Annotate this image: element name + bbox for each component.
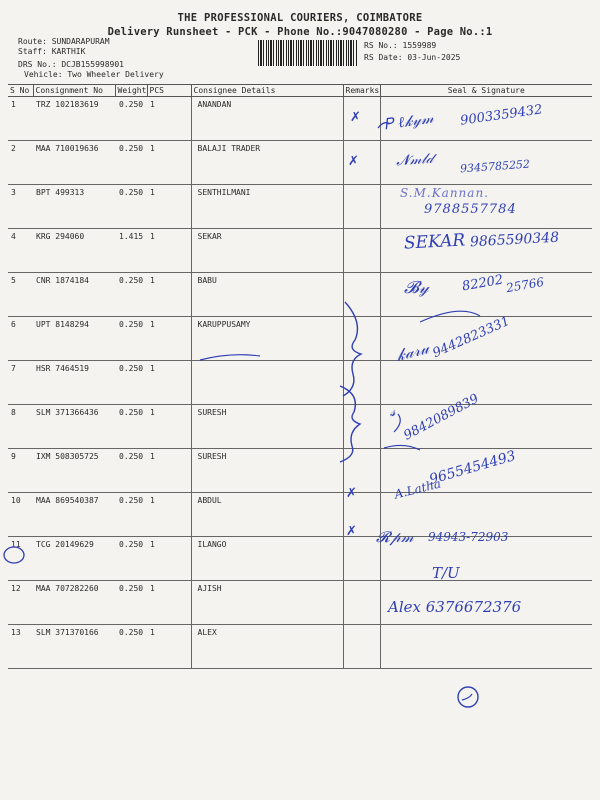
- company-title: THE PROFESSIONAL COURIERS, COIMBATORE: [177, 12, 423, 24]
- cell-sno: 9: [8, 449, 33, 493]
- cell-consignment: TCG 20149629: [33, 537, 115, 581]
- cell-pcs: 1: [147, 581, 191, 625]
- cell-weight: 0.250: [115, 581, 147, 625]
- cell-weight: 0.250: [115, 97, 147, 141]
- cell-weight: 0.250: [115, 405, 147, 449]
- cell-consignment: MAA 707282260: [33, 581, 115, 625]
- cell-pcs: 1: [147, 317, 191, 361]
- signature-scribble: Ꮲ ℓ𝓀𝓎𝓂: [382, 108, 435, 134]
- cell-consignment: TRZ 102183619: [33, 97, 115, 141]
- cell-pcs: 1: [147, 141, 191, 185]
- cell-sno: 13: [8, 625, 33, 669]
- remark-cross-mark: ✗: [348, 154, 359, 169]
- route-label: Route: SUNDARAPURAM: [18, 37, 110, 46]
- handwritten-phone: 9842089839: [401, 391, 482, 444]
- cell-weight: 0.250: [115, 625, 147, 669]
- cell-pcs: 1: [147, 273, 191, 317]
- cell-sno: 2: [8, 141, 33, 185]
- cell-weight: 0.250: [115, 141, 147, 185]
- handwritten-phone: 25766: [505, 274, 546, 296]
- cell-consignee: ABDUL: [191, 493, 343, 537]
- handwritten-name: S.M.Kannan.: [400, 186, 489, 200]
- handwritten-phone: 94943-72903: [428, 530, 509, 544]
- col-consignment: Consignment No: [33, 85, 115, 97]
- cell-pcs: 1: [147, 185, 191, 229]
- handwritten-name: A.Latha: [393, 476, 443, 502]
- staff-label: Staff: KARTHIK: [18, 47, 86, 56]
- cell-sno: 4: [8, 229, 33, 273]
- rs-date: RS Date: 03-Jun-2025: [364, 53, 461, 62]
- cell-consignee: ALEX: [191, 625, 343, 669]
- signature-scribble: 𝓀𝒶𝓇𝓊: [394, 338, 431, 365]
- cell-sno: 1: [8, 97, 33, 141]
- cell-consignee: SEKAR: [191, 229, 343, 273]
- cell-weight: 0.250: [115, 185, 147, 229]
- cell-weight: 0.250: [115, 273, 147, 317]
- cell-weight: 0.250: [115, 493, 147, 537]
- cell-consignment: CNR 1874184: [33, 273, 115, 317]
- cell-pcs: 1: [147, 97, 191, 141]
- cell-weight: 1.415: [115, 229, 147, 273]
- vehicle-label: Vehicle: Two Wheeler Delivery: [24, 70, 164, 79]
- col-sno: S No: [8, 85, 33, 97]
- cell-consignment: HSR 7464519: [33, 361, 115, 405]
- cell-sno: 7: [8, 361, 33, 405]
- cell-consignment: UPT 8148294: [33, 317, 115, 361]
- handwritten-phone: 82202: [461, 272, 505, 295]
- col-remarks: Remarks: [343, 85, 380, 97]
- handwritten-phone: 9003359432: [459, 102, 544, 129]
- signature-scribble: 𝓝𝓂𝓁𝒹: [395, 150, 434, 170]
- cell-weight: 0.250: [115, 317, 147, 361]
- cell-pcs: 1: [147, 361, 191, 405]
- cell-sno: 8: [8, 405, 33, 449]
- handwritten-phone: 9788557784: [424, 202, 517, 217]
- handwritten-signature: Alex 6376672376: [388, 598, 522, 616]
- runsheet-title: Delivery Runsheet - PCK - Phone No.:9047080280 - Page No.:1: [107, 26, 493, 38]
- cell-pcs: 1: [147, 537, 191, 581]
- cell-weight: 0.250: [115, 449, 147, 493]
- signature-scribble: 𝓑𝓎: [404, 278, 429, 298]
- handwritten-phone: 9655454493: [427, 448, 518, 488]
- cell-consignment: MAA 710019636: [33, 141, 115, 185]
- cell-consignment: KRG 294060: [33, 229, 115, 273]
- remark-cross-mark: ✗: [346, 486, 357, 501]
- cell-pcs: 1: [147, 625, 191, 669]
- cell-weight: 0.250: [115, 537, 147, 581]
- cell-consignment: SLM 371366436: [33, 405, 115, 449]
- cell-consignee: BALAJI TRADER: [191, 141, 343, 185]
- col-consignee: Consignee Details: [191, 85, 343, 97]
- col-weight: Weight: [115, 85, 147, 97]
- drs-number: DRS No.: DCJB155998901: [18, 60, 124, 69]
- signature-scribble: 𝓡𝓅𝓂: [376, 528, 414, 546]
- signature-scribble: 𝓈: [390, 402, 396, 420]
- cell-pcs: 1: [147, 229, 191, 273]
- cell-sno: 5: [8, 273, 33, 317]
- cell-pcs: 1: [147, 449, 191, 493]
- cell-consignment: SLM 371370166: [33, 625, 115, 669]
- cell-consignee: ILANGO: [191, 537, 343, 581]
- cell-sno: 3: [8, 185, 33, 229]
- col-signature: Seal & Signature: [380, 85, 592, 97]
- cell-consignment: IXM 508305725: [33, 449, 115, 493]
- cell-sno: 12: [8, 581, 33, 625]
- rs-number: RS No.: 1559989: [364, 41, 437, 50]
- cell-consignee: ANANDAN: [191, 97, 343, 141]
- handwritten-phone: 9345785252: [459, 157, 531, 176]
- handwritten-note: T/U: [432, 564, 460, 582]
- remark-cross-mark: ✗: [350, 110, 361, 125]
- handwritten-phone: 9442823331: [430, 313, 513, 362]
- handwritten-phone: 9865590348: [469, 229, 560, 251]
- cell-pcs: 1: [147, 405, 191, 449]
- cell-consignee: SURESH: [191, 449, 343, 493]
- cell-consignment: BPT 499313: [33, 185, 115, 229]
- cell-weight: 0.250: [115, 361, 147, 405]
- cell-sno: 6: [8, 317, 33, 361]
- cell-consignee: AJISH: [191, 581, 343, 625]
- cell-consignee: SENTHILMANI: [191, 185, 343, 229]
- cell-sno: 11: [8, 537, 33, 581]
- cell-consignee: BABU: [191, 273, 343, 317]
- cell-sno: 10: [8, 493, 33, 537]
- cell-pcs: 1: [147, 493, 191, 537]
- cell-consignment: MAA 869540387: [33, 493, 115, 537]
- remark-cross-mark: ✗: [346, 524, 357, 539]
- handwritten-name: SEKAR: [403, 230, 466, 254]
- col-pcs: PCS: [147, 85, 191, 97]
- cell-consignee: KARUPPUSAMY: [191, 317, 343, 361]
- cell-consignee: SURESH: [191, 405, 343, 449]
